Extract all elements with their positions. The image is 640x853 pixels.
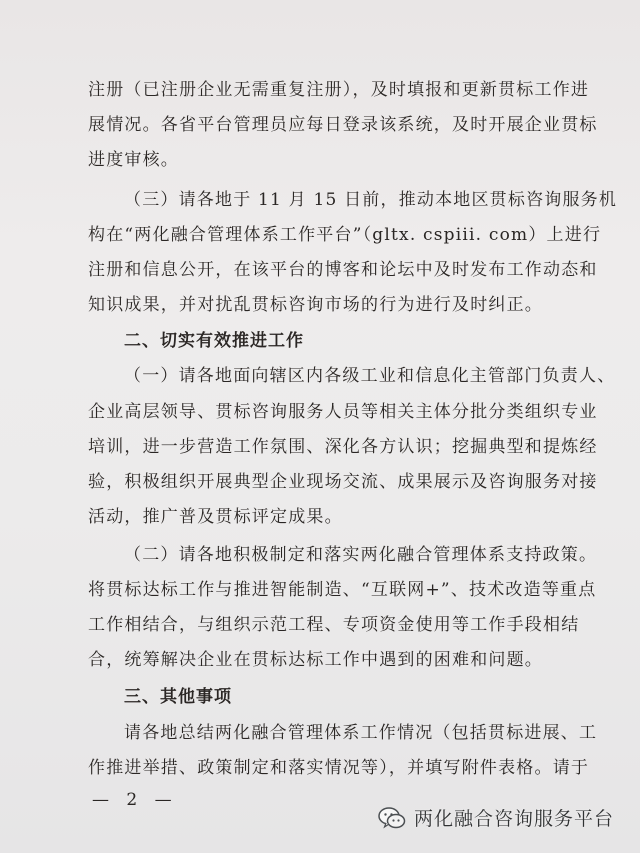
body-line: 活动，推广普及贯标评定成果。: [88, 507, 343, 527]
body-line: 进度审核。: [88, 150, 179, 170]
page-number: — 2 —: [92, 790, 178, 810]
body-line: 展情况。各省平台管理员应每日登录该系统，及时开展企业贯标: [88, 115, 598, 135]
watermark-text: 两化融合咨询服务平台: [413, 808, 614, 830]
body-line: 合，统筹解决企业在贯标达标工作中遇到的困难和问题。: [88, 650, 543, 670]
body-line: （三）请各地于 11 月 15 日前，推动本地区贯标咨询服务机: [124, 190, 618, 210]
body-line: 请各地总结两化融合管理体系工作情况（包括贯标进展、工: [124, 723, 598, 743]
body-line: 作推进举措、政策制定和落实情况等），并填写附件表格。请于: [88, 758, 590, 778]
body-line: 培训，进一步营造工作氛围、深化各方认识；挖掘典型和提炼经: [88, 437, 598, 457]
section-heading: 二、切实有效推进工作: [124, 331, 304, 351]
body-line: 注册（已注册企业无需重复注册），及时填报和更新贯标工作进: [88, 80, 590, 100]
body-line: 将贯标达标工作与推进智能制造、“互联网+”、技术改造等重点: [88, 580, 597, 600]
body-line: 验，积极组织开展典型企业现场交流、成果展示及咨询服务对接: [88, 472, 598, 492]
body-line: 企业高层领导、贯标咨询服务人员等相关主体分批分类组织专业: [88, 402, 598, 422]
body-line: （一）请各地面向辖区内各级工业和信息化主管部门负责人、: [124, 366, 616, 386]
wechat-icon: [378, 806, 406, 830]
section-heading: 三、其他事项: [124, 687, 232, 707]
body-line: （二）请各地积极制定和落实两化融合管理体系支持政策。: [124, 545, 598, 565]
body-line: 注册和信息公开，在该平台的博客和论坛中及时发布工作动态和: [88, 260, 598, 280]
body-line: 构在“两化融合管理体系工作平台”（gltx. cspiii. com）上进行: [88, 225, 602, 245]
watermark: [378, 804, 614, 831]
body-line: 工作相结合，与组织示范工程、专项资金使用等工作手段相结: [88, 615, 580, 635]
body-line: 知识成果，并对扰乱贯标咨询市场的行为进行及时纠正。: [88, 295, 543, 315]
